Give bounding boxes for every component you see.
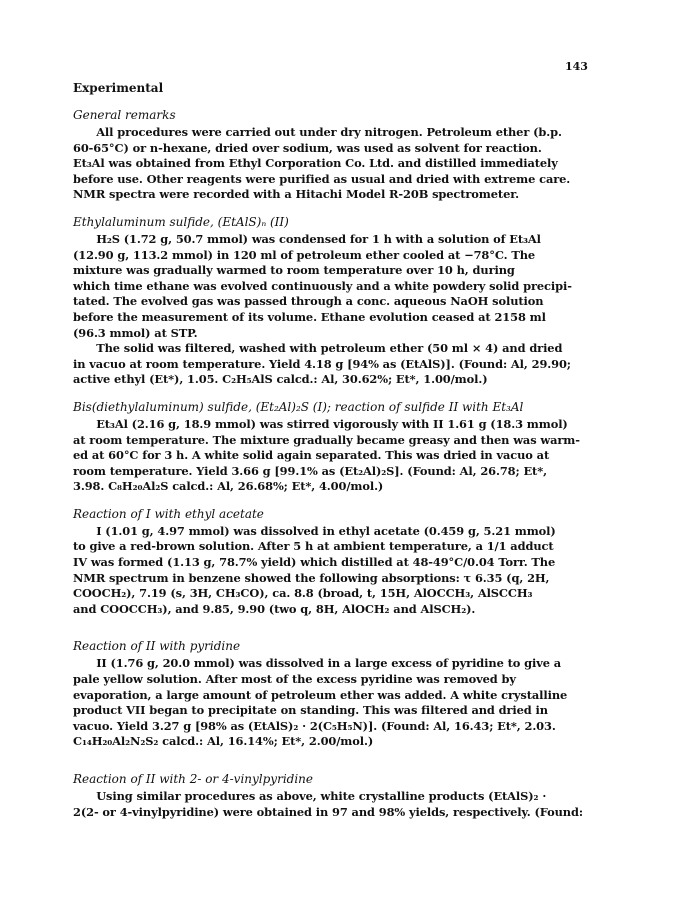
text-line: (96.3 mmol) at STP. xyxy=(73,325,198,340)
section-heading-reaction-vinylpyridine: Reaction of II with 2- or 4-vinylpyridine xyxy=(73,772,314,786)
text-line: Et₃Al was obtained from Ethyl Corporation Co. Ltd. and distilled immediately xyxy=(73,156,558,171)
text-line: and COOCCH₃), and 9.85, 9.90 (two q, 8H, AlOCH₂ and AlSCH₂). xyxy=(73,601,476,616)
text-line: to give a red-brown solution. After 5 h at ambient temperature, a 1/1 adduct xyxy=(73,539,554,554)
paragraph-reaction-pyridine xyxy=(73,656,598,750)
text-line: NMR spectrum in benzene showed the following absorptions: τ 6.35 (q, 2H, xyxy=(73,570,550,585)
text-line: II (1.76 g, 20.0 mmol) was dissolved in a large excess of pyridine to give a xyxy=(73,656,562,671)
text-line: at room temperature. The mixture gradually became greasy and then was warm- xyxy=(73,432,580,447)
section-heading-reaction-ethyl-acetate: Reaction of I with ethyl acetate xyxy=(73,506,264,521)
text-line: vacuo. Yield 3.27 g [98% as (EtAlS)₂ · 2(C₅H₅N)]. (Found: Al, 16.43; Et*, 2.03. xyxy=(73,718,556,733)
section-heading-reaction-pyridine: Reaction of II with pyridine xyxy=(73,639,241,654)
text-line: 3.98. C₈H₂₀Al₂S calcd.: Al, 26.68%; Et*, 4.00/mol.) xyxy=(73,479,384,494)
text-line: ed at 60°C for 3 h. A white solid again separated. This was dried in vacuo at xyxy=(73,448,550,463)
text-line: which time ethane was evolved continuously and a white powdery solid precipi- xyxy=(73,278,572,293)
paragraph-reaction-vinylpyridine xyxy=(73,789,598,820)
text-line: All procedures were carried out under dry nitrogen. Petroleum ether (b.p. xyxy=(73,125,562,139)
text-line: 60-65°C) or n-hexane, dried over sodium, was used as solvent for reaction. xyxy=(73,140,542,155)
section-heading-ethylaluminum-sulfide: Ethylaluminum sulfide, (EtAlS)ₙ (II) xyxy=(73,214,289,229)
text-line: room temperature. Yield 3.66 g [99.1% as (Et₂Al)₂S]. (Found: Al, 26.78; Et*, xyxy=(73,463,547,478)
text-line: Using similar procedures as above, white crystalline products (EtAlS)₂ · xyxy=(73,789,547,803)
article-body xyxy=(73,81,598,820)
paragraph-ethylaluminum-sulfide xyxy=(73,232,598,388)
text-line: before use. Other reagents were purified as usual and dried with extreme care. xyxy=(73,171,571,186)
text-line: before the measurement of its volume. Ethane evolution ceased at 2158 ml xyxy=(73,309,546,324)
text-line: I (1.01 g, 4.97 mmol) was dissolved in ethyl acetate (0.459 g, 5.21 mmol) xyxy=(73,523,556,538)
text-line: IV was formed (1.13 g, 78.7% yield) which distilled at 48-49°C/0.04 Torr. The xyxy=(73,555,556,570)
text-line: NMR spectra were recorded with a Hitachi Model R-20B spectrometer. xyxy=(73,187,519,202)
text-line: The solid was filtered, washed with petroleum ether (50 ml × 4) and dried xyxy=(73,341,563,356)
text-line: (12.90 g, 113.2 mmol) in 120 ml of petroleum ether cooled at −78°C. The xyxy=(73,247,536,262)
section-heading-experimental: Experimental xyxy=(73,81,164,95)
page-number: 143 xyxy=(565,60,588,73)
text-line: 2(2- or 4-vinylpyridine) were obtained in 97 and 98% yields, respectively. (Found: xyxy=(73,804,583,819)
section-heading-bis-diethylaluminum-sulfide: Bis(diethylaluminum) sulfide, (Et₂Al)₂S (I); reaction of sulfide II with Et₃Al xyxy=(73,399,524,414)
paragraph-reaction-ethyl-acetate xyxy=(73,524,598,618)
text-line: mixture was gradually warmed to room temperature over 10 h, during xyxy=(73,263,515,278)
text-line: C₁₄H₂₀Al₂N₂S₂ calcd.: Al, 16.14%; Et*, 2.00/mol.) xyxy=(73,734,374,749)
text-line: COOCH₂), 7.19 (s, 3H, CH₃CO), ca. 8.8 (broad, t, 15H, AlOCCH₃, AlSCCH₃ xyxy=(73,586,533,601)
paragraph-general-remarks xyxy=(73,125,598,203)
text-line: H₂S (1.72 g, 50.7 mmol) was condensed for 1 h with a solution of Et₃Al xyxy=(73,231,541,246)
text-line: evaporation, a large amount of petroleum ether was added. A white crystalline xyxy=(73,687,568,702)
text-line: pale yellow solution. After most of the excess pyridine was removed by xyxy=(73,672,516,687)
paragraph-bis-diethylaluminum-sulfide xyxy=(73,417,598,495)
text-line: product VII began to precipitate on standing. This was filtered and dried in xyxy=(73,703,548,718)
text-line: tated. The evolved gas was passed through a conc. aqueous NaOH solution xyxy=(73,294,544,309)
section-heading-general-remarks: General remarks xyxy=(73,108,176,122)
text-line: Et₃Al (2.16 g, 18.9 mmol) was stirred vigorously with II 1.61 g (18.3 mmol) xyxy=(73,416,568,431)
text-line: in vacuo at room temperature. Yield 4.18 g [94% as (EtAlS)]. (Found: Al, 29.90; xyxy=(73,356,571,371)
text-line: active ethyl (Et*), 1.05. C₂H₅AlS calcd.: Al, 30.62%; Et*, 1.00/mol.) xyxy=(73,372,488,387)
